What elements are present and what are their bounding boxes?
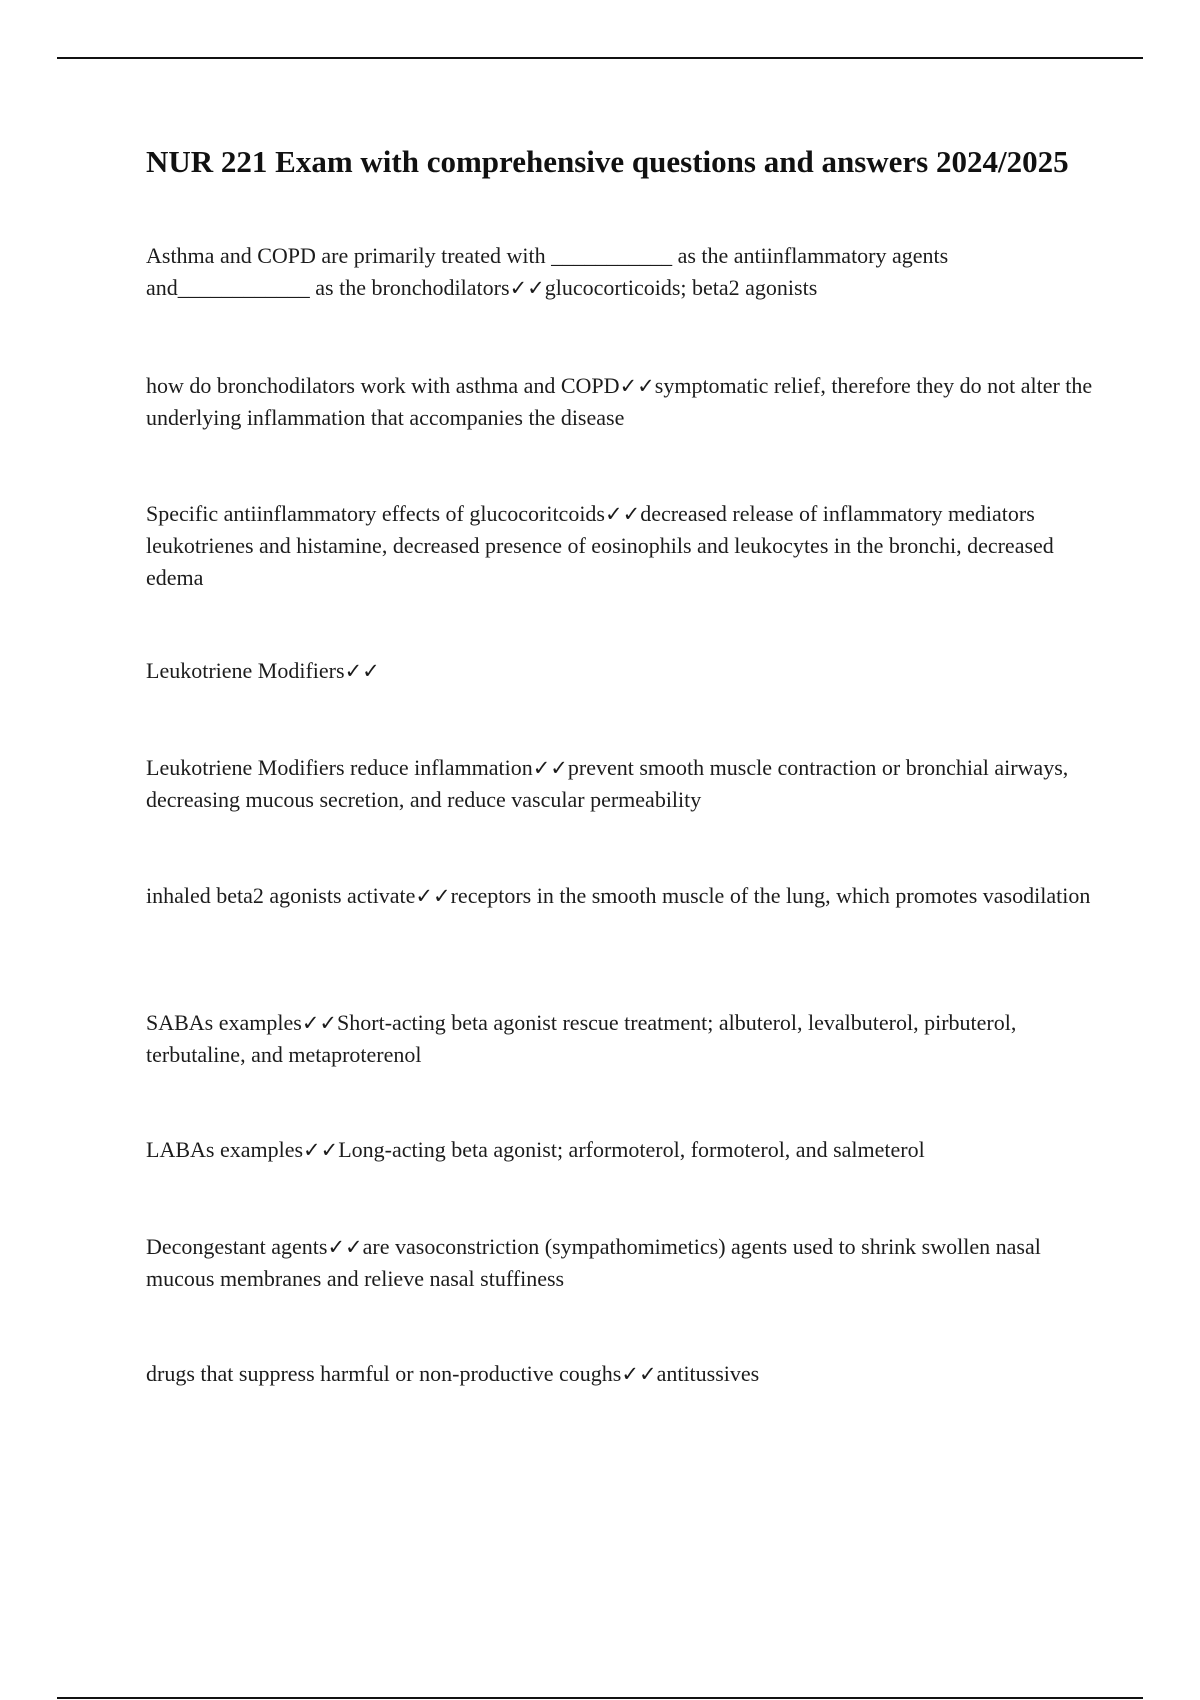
answer-text: symptomatic relief, therefore they do not alter the underlying inflammation that accompanies the disease — [146, 373, 1093, 430]
question-text: Asthma and COPD are primarily treated with ___________ as the antiinflammatory agents and____________ as the bronchodilators — [146, 243, 949, 300]
answer-text: decreased release of inflammatory mediators leukotrienes and histamine, decreased presence of eosinophils and leukocytes in the bronchi, decreased edema — [146, 501, 1054, 590]
answer-text: antitussives — [656, 1361, 760, 1386]
double-check-icon: ✓✓ — [344, 659, 380, 683]
double-check-icon: ✓✓ — [532, 756, 568, 780]
qa-item — [146, 752, 1096, 816]
question-text: inhaled beta2 agonists activate — [146, 883, 416, 908]
bottom-rule — [57, 1697, 1143, 1699]
qa-item — [146, 240, 1096, 304]
answer-text: prevent smooth muscle contraction or bronchial airways, decreasing mucous secretion, and reduce vascular permeability — [146, 755, 1069, 812]
double-check-icon: ✓✓ — [303, 1138, 339, 1162]
qa-item — [146, 1007, 1096, 1071]
double-check-icon: ✓✓ — [301, 1011, 338, 1035]
question-text: Specific antiinflammatory effects of glucocoritcoids — [146, 501, 605, 526]
question-text: how do bronchodilators work with asthma and COPD — [146, 373, 620, 398]
double-check-icon: ✓✓ — [619, 374, 655, 398]
question-text: drugs that suppress harmful or non-productive coughs — [146, 1361, 622, 1386]
question-text: Leukotriene Modifiers — [146, 658, 345, 683]
double-check-icon: ✓✓ — [605, 502, 641, 526]
qa-item — [146, 1134, 1096, 1166]
answer-text: glucocorticoids; beta2 agonists — [544, 275, 818, 300]
double-check-icon: ✓✓ — [327, 1235, 363, 1259]
qa-item — [146, 880, 1096, 912]
question-text: LABAs examples — [146, 1137, 304, 1162]
double-check-icon: ✓✓ — [509, 276, 545, 300]
double-check-icon: ✓✓ — [621, 1362, 657, 1386]
answer-text: Short-acting beta agonist rescue treatment; albuterol, levalbuterol, pirbuterol, terbutaline, and metaproterenol — [146, 1010, 1017, 1067]
double-check-icon: ✓✓ — [415, 884, 451, 908]
qa-item — [146, 1231, 1096, 1295]
answer-text: Long-acting beta agonist; arformoterol, formoterol, and salmeterol — [338, 1137, 925, 1162]
qa-item — [146, 498, 1096, 594]
top-rule — [57, 57, 1143, 59]
question-text: Leukotriene Modifiers reduce inflammation — [146, 755, 533, 780]
answer-text: receptors in the smooth muscle of the lung, which promotes vasodilation — [450, 883, 1091, 908]
answer-text: are vasoconstriction (sympathomimetics) agents used to shrink swollen nasal mucous membranes and relieve nasal stuffiness — [146, 1234, 1041, 1291]
qa-item — [146, 1358, 1096, 1390]
document-title: NUR 221 Exam with comprehensive questions and answers 2024/2025 — [146, 144, 1069, 179]
question-text: SABAs examples — [146, 1010, 302, 1035]
question-text: Decongestant agents — [146, 1234, 328, 1259]
qa-item — [146, 370, 1096, 434]
qa-item — [146, 655, 1096, 687]
